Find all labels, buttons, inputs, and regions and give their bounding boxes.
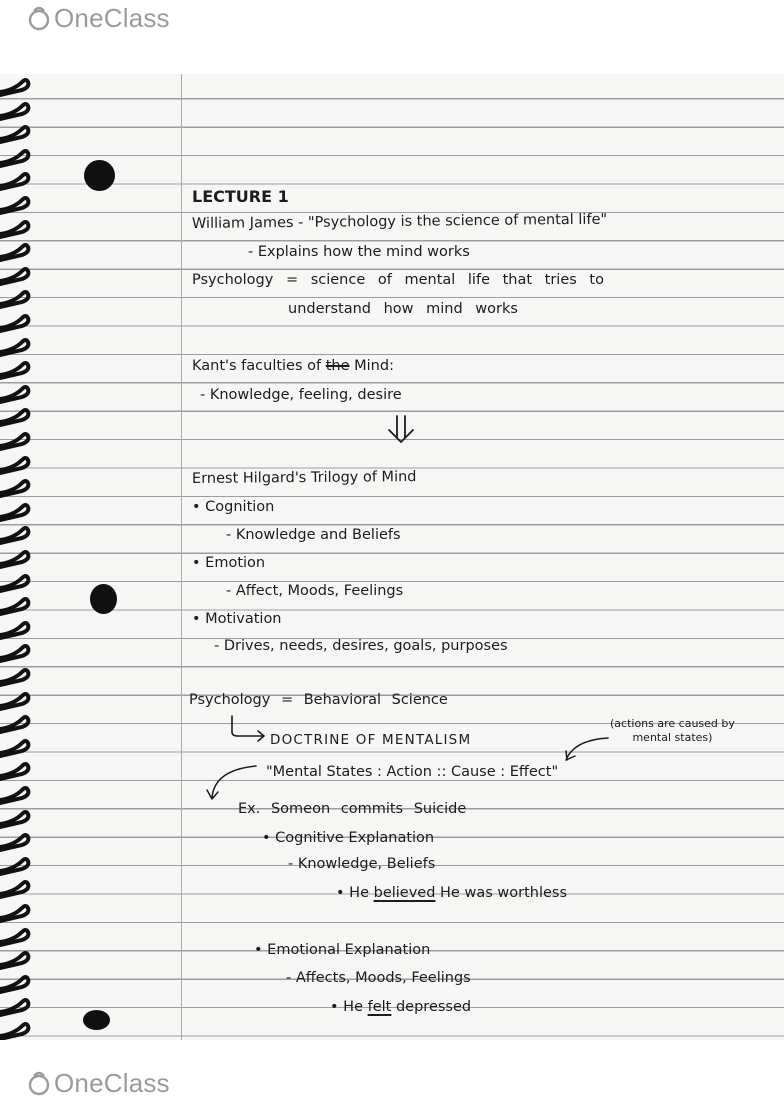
notebook-page bbox=[0, 74, 784, 1040]
punch-hole-middle bbox=[90, 584, 117, 614]
spiral-ring-icon bbox=[0, 973, 32, 995]
spiral-ring-icon bbox=[0, 501, 32, 523]
emotion-detail: - Affect, Moods, Feelings bbox=[226, 583, 404, 599]
spiral-ring-icon bbox=[0, 760, 32, 782]
cognition-detail: - Knowledge and Beliefs bbox=[226, 527, 401, 543]
kant-struck-word: the bbox=[325, 358, 350, 374]
spiral-ring-icon bbox=[0, 666, 32, 688]
emotional-example-prefix: • He bbox=[330, 999, 363, 1015]
spiral-ring-icon bbox=[0, 406, 32, 428]
spiral-binding bbox=[0, 74, 40, 1040]
cognitive-example bbox=[336, 884, 567, 902]
kant-list: - Knowledge, feeling, desire bbox=[200, 387, 402, 403]
spiral-ring-icon bbox=[0, 548, 32, 570]
note-line-explains: - Explains how the mind works bbox=[248, 244, 470, 260]
spiral-ring-icon bbox=[0, 808, 32, 830]
oneclass-watermark-top bbox=[26, 3, 170, 33]
spiral-ring-icon bbox=[0, 831, 32, 853]
spiral-ring-icon bbox=[0, 737, 32, 759]
spiral-ring-icon bbox=[0, 336, 32, 358]
spiral-ring-icon bbox=[0, 855, 32, 877]
spiral-ring-icon bbox=[0, 784, 32, 806]
note-line-understand: understand how mind works bbox=[288, 301, 518, 317]
oneclass-ring-icon bbox=[26, 5, 52, 31]
note-line-psychology-def: Psychology = science of mental life that tries to bbox=[192, 272, 604, 288]
spiral-ring-icon bbox=[0, 147, 32, 169]
note-line-william-james: William James - "Psychology is the science of mental life" bbox=[191, 211, 608, 232]
oneclass-ring-icon bbox=[26, 1070, 52, 1096]
emotion-bullet: • Emotion bbox=[192, 555, 266, 571]
spiral-ring-icon bbox=[0, 690, 32, 712]
psychology-behavioral: Psychology = Behavioral Science bbox=[189, 692, 448, 708]
spiral-ring-icon bbox=[0, 878, 32, 900]
spiral-ring-icon bbox=[0, 241, 32, 263]
spiral-ring-icon bbox=[0, 996, 32, 1018]
emotional-example-suffix: depressed bbox=[395, 999, 472, 1015]
spiral-ring-icon bbox=[0, 713, 32, 735]
spiral-ring-icon bbox=[0, 312, 32, 334]
curved-arrow-to-note-icon bbox=[562, 734, 612, 764]
cognitive-example-key: believed bbox=[373, 885, 436, 901]
spiral-ring-icon bbox=[0, 123, 32, 145]
punch-hole-bottom bbox=[83, 1010, 110, 1030]
spiral-ring-icon bbox=[0, 1020, 32, 1040]
kant-heading bbox=[192, 357, 394, 375]
spiral-ring-icon bbox=[0, 477, 32, 499]
spiral-ring-icon bbox=[0, 218, 32, 240]
spiral-ring-icon bbox=[0, 619, 32, 641]
spiral-ring-icon bbox=[0, 430, 32, 452]
punch-hole-top bbox=[84, 160, 115, 191]
lecture-title: LECTURE 1 bbox=[192, 187, 289, 206]
cognitive-example-suffix: He was worthless bbox=[440, 885, 567, 901]
margin-line bbox=[181, 74, 182, 1040]
oneclass-brand-name: OneClass bbox=[54, 2, 170, 33]
double-down-arrow-icon bbox=[386, 414, 416, 444]
emotional-example bbox=[330, 998, 471, 1016]
cognition-bullet: • Cognition bbox=[192, 499, 275, 515]
mental-states-analogy: "Mental States : Action :: Cause : Effect" bbox=[266, 764, 559, 780]
cognitive-example-prefix: • He bbox=[336, 885, 369, 901]
motivation-detail: - Drives, needs, desires, goals, purposes bbox=[214, 638, 508, 654]
emotional-explanation-detail: - Affects, Moods, Feelings bbox=[286, 970, 471, 986]
cognitive-explanation: • Cognitive Explanation bbox=[262, 830, 435, 846]
emotional-explanation: • Emotional Explanation bbox=[254, 942, 431, 958]
spiral-ring-icon bbox=[0, 524, 32, 546]
spiral-ring-icon bbox=[0, 76, 32, 98]
kant-prefix: Kant's faculties of bbox=[192, 358, 322, 374]
motivation-bullet: • Motivation bbox=[192, 611, 282, 627]
hook-arrow-icon bbox=[228, 714, 268, 744]
spiral-ring-icon bbox=[0, 949, 32, 971]
spiral-ring-icon bbox=[0, 100, 32, 122]
spiral-ring-icon bbox=[0, 288, 32, 310]
cognitive-explanation-detail: - Knowledge, Beliefs bbox=[288, 856, 436, 872]
spiral-ring-icon bbox=[0, 383, 32, 405]
kant-suffix: Mind: bbox=[354, 358, 394, 374]
spiral-ring-icon bbox=[0, 265, 32, 287]
mentalism-side-note: (actions are caused by mental states) bbox=[610, 717, 735, 744]
spiral-ring-icon bbox=[0, 572, 32, 594]
hilgard-heading: Ernest Hilgard's Trilogy of Mind bbox=[191, 469, 417, 487]
spiral-ring-icon bbox=[0, 902, 32, 924]
example-suicide: Ex. Someon commits Suicide bbox=[238, 801, 467, 817]
oneclass-brand-name: OneClass bbox=[54, 1067, 170, 1098]
spiral-ring-icon bbox=[0, 194, 32, 216]
spiral-ring-icon bbox=[0, 595, 32, 617]
spiral-ring-icon bbox=[0, 454, 32, 476]
spiral-ring-icon bbox=[0, 642, 32, 664]
spiral-ring-icon bbox=[0, 170, 32, 192]
spiral-ring-icon bbox=[0, 926, 32, 948]
spiral-ring-icon bbox=[0, 359, 32, 381]
doctrine-of-mentalism: DOCTRINE OF MENTALISM bbox=[270, 732, 472, 748]
emotional-example-key: felt bbox=[367, 999, 392, 1015]
